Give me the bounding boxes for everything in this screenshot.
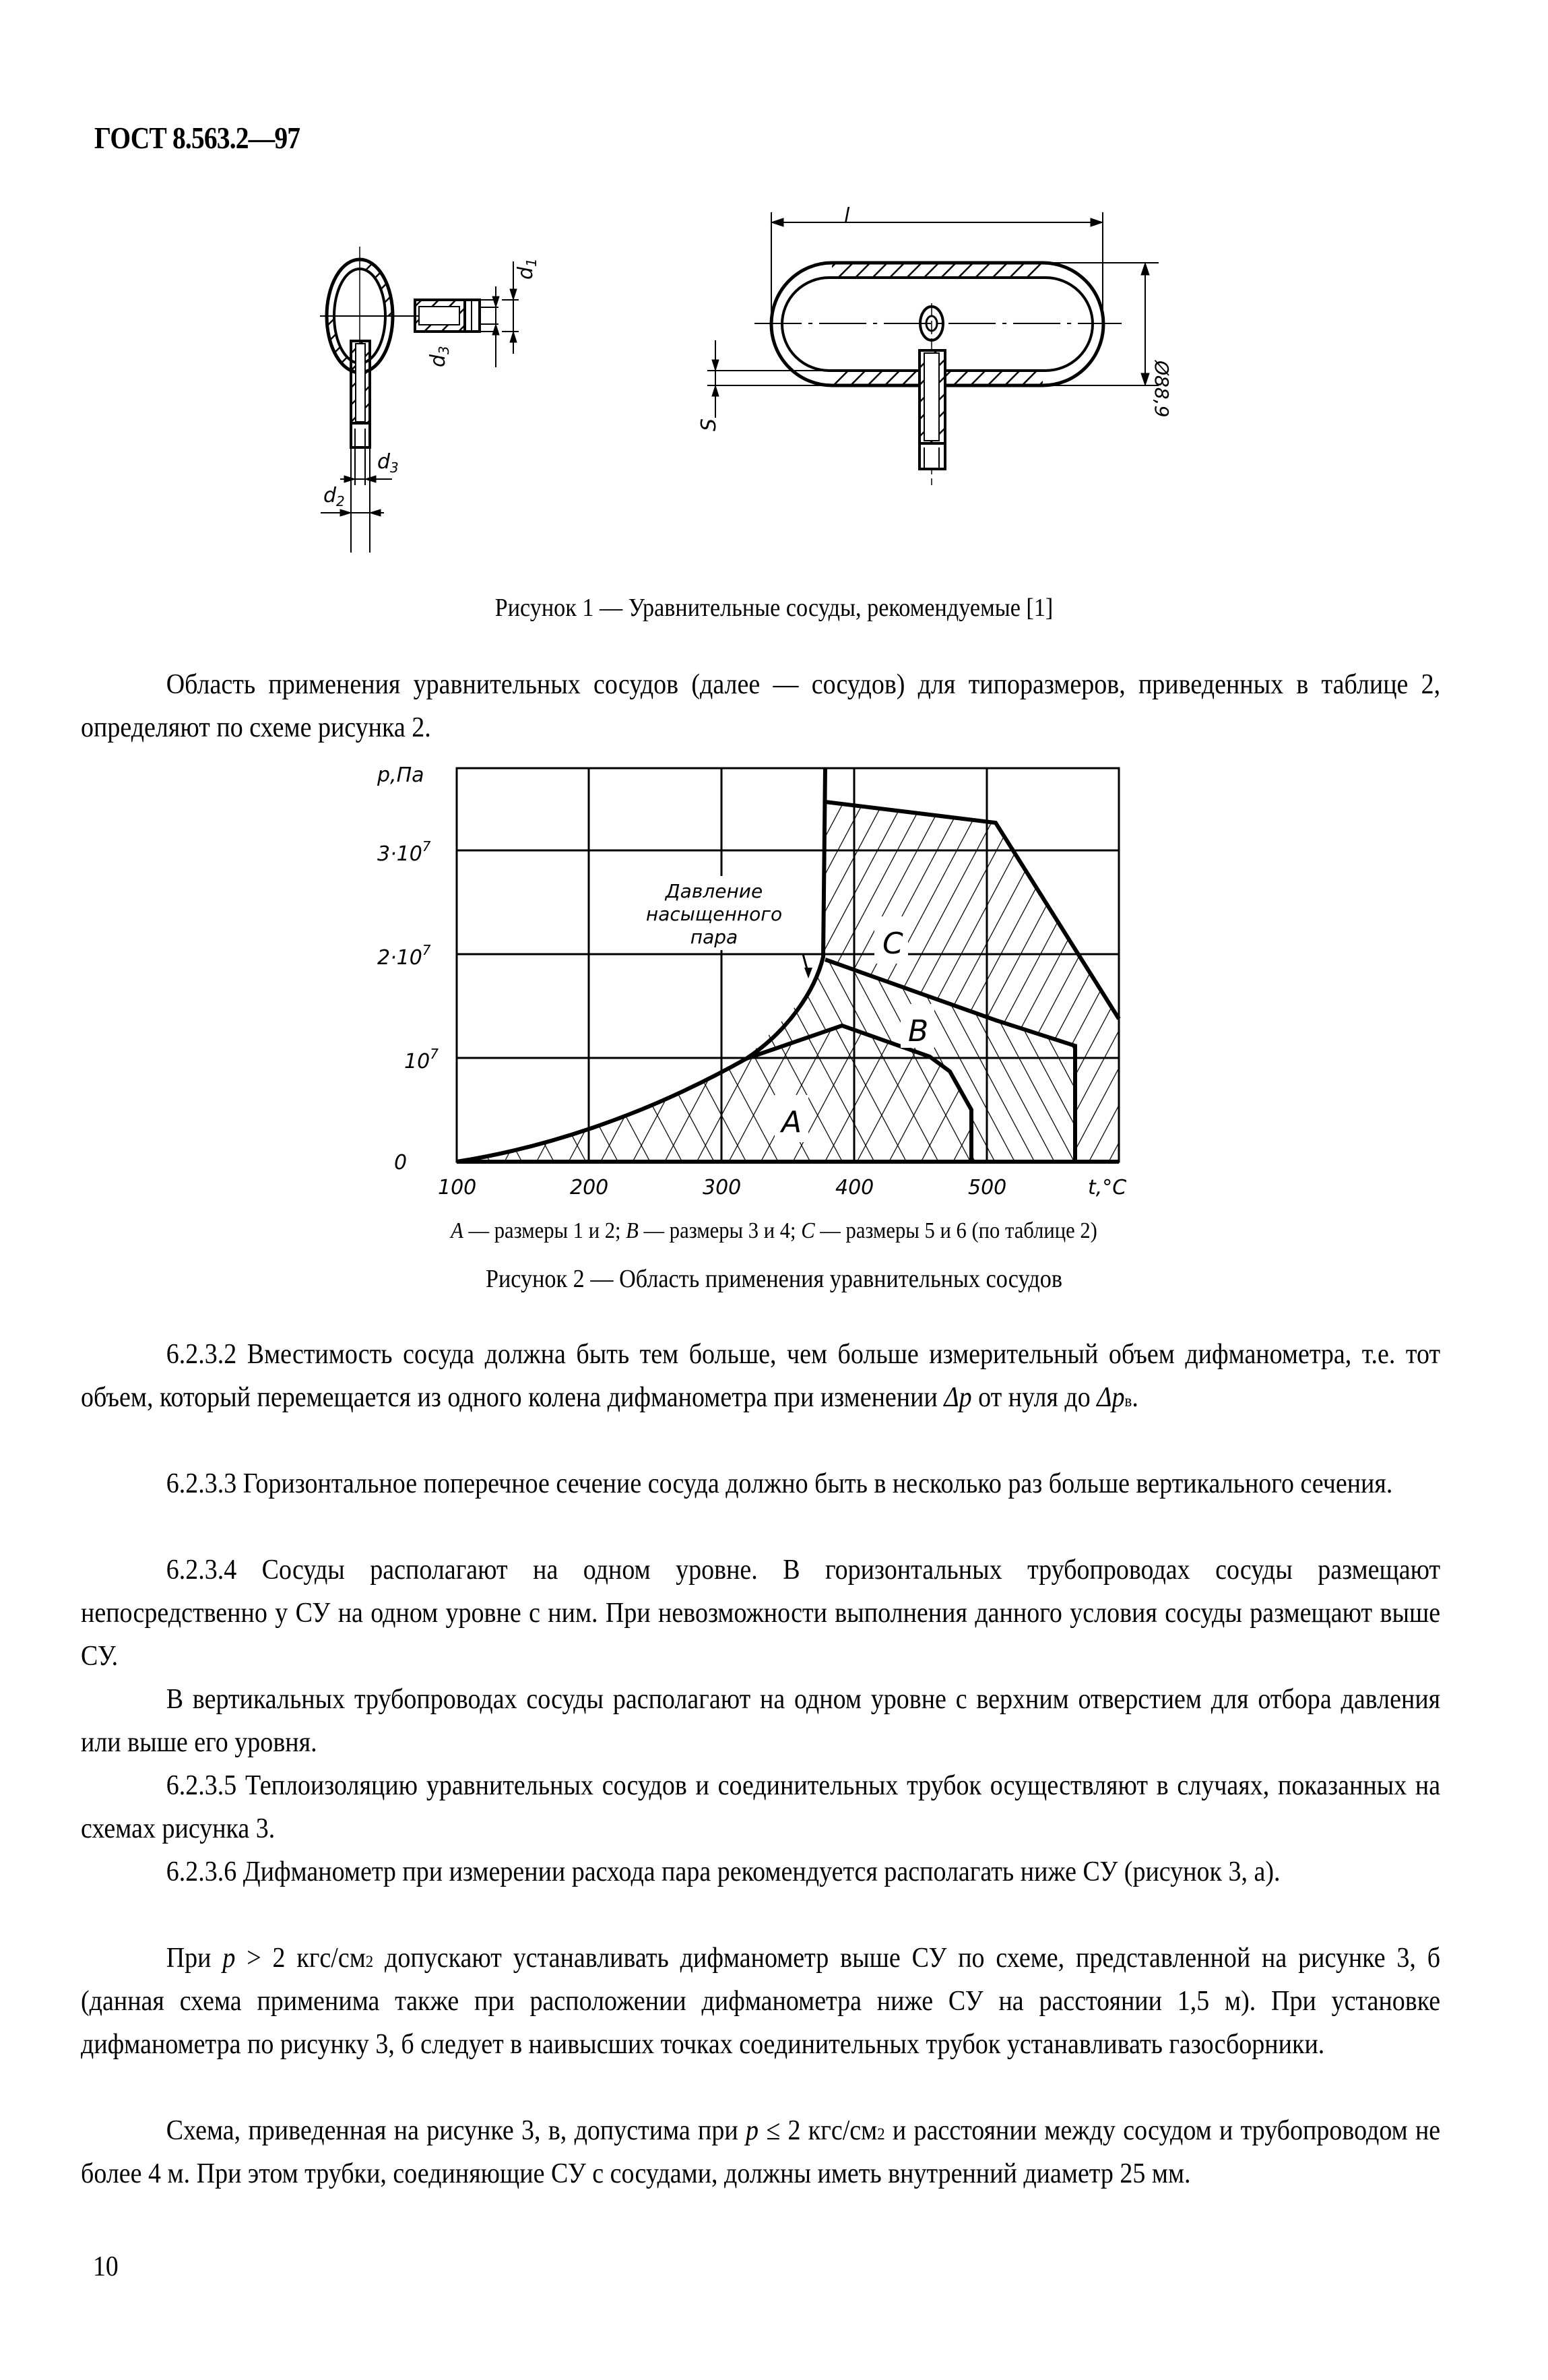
x-tick-400: 400 [835, 1176, 874, 1199]
figure-2-legend: A — размеры 1 и 2; B — размеры 3 и 4; C — размеры 5 и 6 (по таблице 2) [451, 1218, 1097, 1243]
label-diameter: Ø88,9 [1151, 361, 1173, 418]
label-d3-right: $d_3$ [426, 346, 452, 367]
svg-text:пара: пара [690, 926, 738, 948]
x-tick-200: 200 [570, 1176, 609, 1199]
y-tick-1e7: $10^7$ [404, 1046, 439, 1073]
svg-text:насыщенного: насыщенного [645, 903, 783, 925]
section-6-2-3-6-pressure-low: Схема, приведенная на рисунке 3, в, допустима при p ≤ 2 кгс/$см^2$ и расстоянии между сосудом и трубопроводом не более 4 м. При этом трубки, соединяющие СУ с сосудами, должны иметь внутренний диаметр 25 мм. [81, 2115, 1441, 2189]
x-tick-500: 500 [968, 1176, 1007, 1199]
y-tick-3e7: $3\cdot 10^7$ [377, 838, 431, 866]
y-tick-0: 0 [394, 1151, 408, 1175]
intro-paragraph [81, 663, 1440, 749]
figure-1-caption: Рисунок 1 — Уравнительные сосуды, рекомендуемые [1] [494, 594, 1054, 622]
x-tick-300: 300 [703, 1176, 742, 1199]
label-d2: $d_2$ [323, 484, 345, 509]
section-6-2-3-2: 6.2.3.2 Вместимость сосуда должна быть тем больше, чем больше измерительный объем дифманометра, т.е. тот объем, который перемещается из одного колена дифманометра при изменении Δp от нуля до $\Delta p_в$. [81, 1339, 1441, 1413]
y-tick-2e7: $2\cdot 10^7$ [377, 942, 431, 970]
section-6-2-3-3: 6.2.3.3 Горизонтальное поперечное сечение сосуда должно быть в несколько раз больше вертикального сечения. [166, 1468, 1393, 1499]
section-6-2-3-6: 6.2.3.6 Дифманометр при измерении расхода пара рекомендуется располагать ниже СУ (рисунок 3, а). [166, 1856, 1281, 1887]
x-axis-label: t,°C [1088, 1176, 1127, 1199]
label-length-l: l [844, 204, 850, 228]
svg-text:Давление: Давление [665, 880, 763, 902]
figure-2-chart [364, 755, 1192, 1199]
elongated-vessel-drawing [707, 212, 1159, 485]
section-6-2-3-4-vertical: В вертикальных трубопроводах сосуды располагают на одном уровне с верхним отверстием для отбора давления или выше его уровня. [81, 1684, 1441, 1758]
label-d1: $d_1$ [514, 258, 540, 280]
x-tick-100: 100 [438, 1176, 477, 1199]
document-header: ГОСТ 8.563.2—97 [94, 121, 300, 155]
region-b-label: B [908, 1014, 929, 1048]
round-vessel-drawing [320, 247, 519, 553]
intro-text: Область применения уравнительных сосудов (далее — сосудов) для типоразмеров, приведенных в таблице 2, определяют по схеме рисунка 2. [81, 669, 1441, 743]
label-thickness-s: S [697, 418, 721, 431]
region-a-label: A [781, 1105, 802, 1139]
section-6-2-3-5: 6.2.3.5 Теплоизоляцию уравнительных сосудов и соединительных трубок осуществляют в случаях, показанных на схемах рисунка 3. [81, 1770, 1441, 1844]
region-c-label: C [882, 927, 903, 961]
label-d3-bottom: $d_3$ [377, 450, 399, 476]
figure-1-drawing [296, 202, 1199, 580]
y-axis-label: p,Па [377, 763, 424, 787]
section-6-2-3-6-pressure-high: При p > 2 кгс/$см^2$ допускают устанавливать дифманометр выше СУ по схеме, представленной на рисунке 3, б (данная схема применима также при расположении дифманометра ниже СУ на расстоянии 1,5 м). При установке дифманометра по рисунку 3, б следует в наивысших точках соединительных трубок устанавливать газосборники. [81, 1943, 1441, 2060]
figure-2-caption: Рисунок 2 — Область применения уравнительных сосудов [485, 1265, 1063, 1293]
section-6-2-3-4: 6.2.3.4 Сосуды располагают на одном уровне. В горизонтальных трубопроводах сосуды размещают непосредственно у СУ на одном уровне с ним. При невозможности выполнения данного условия сосуды размещают выше СУ. [81, 1555, 1441, 1672]
page-number: 10 [93, 2251, 119, 2282]
